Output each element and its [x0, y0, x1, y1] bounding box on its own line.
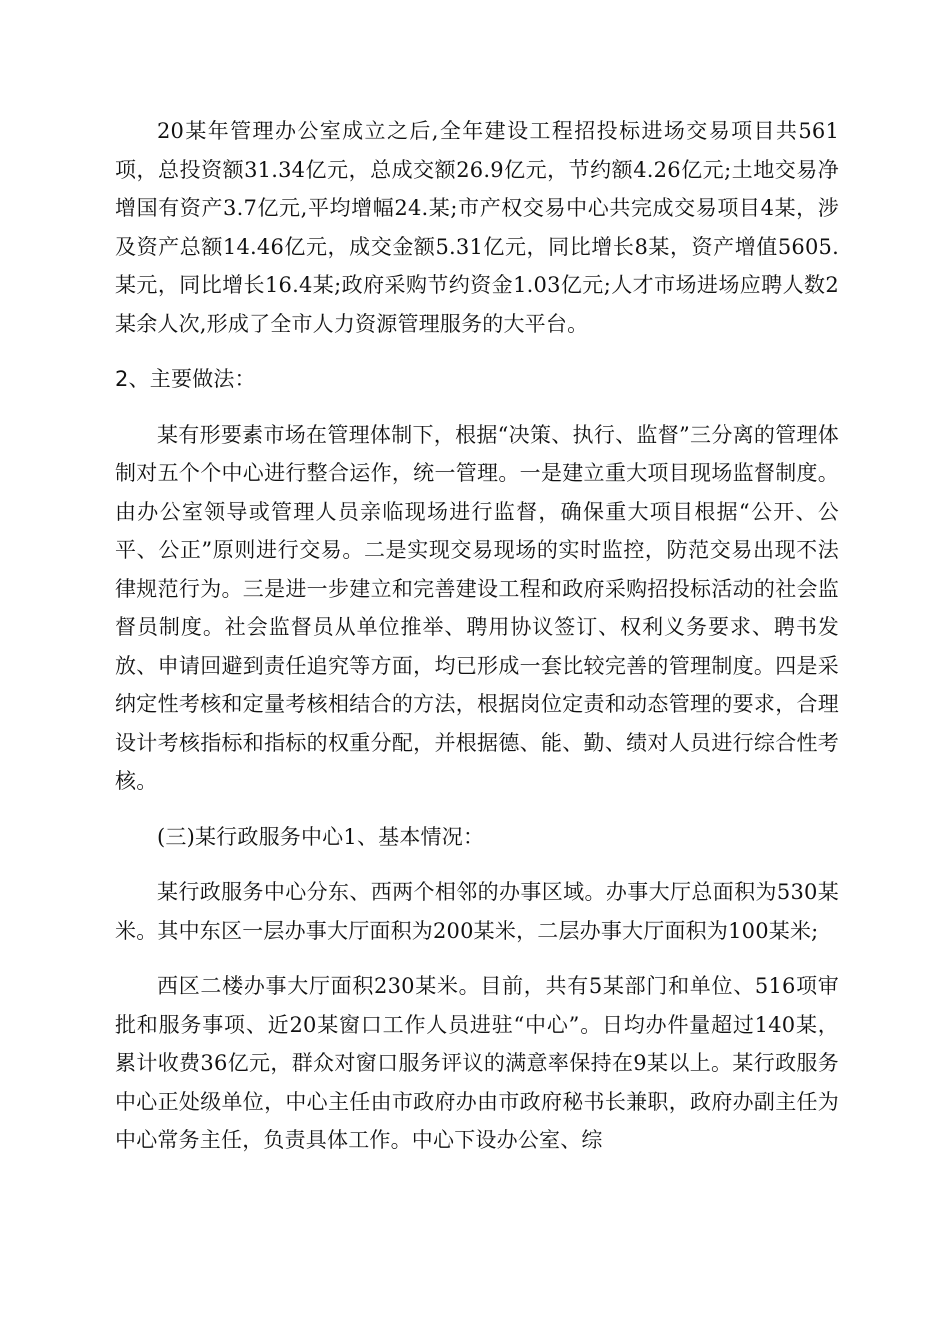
- paragraph-service-hall-area: 某行政服务中心分东、西两个相邻的办事区域。办事大厅总面积为530某米。其中东区一层办事大厅面积为200某米，二层办事大厅面积为100某米;: [115, 880, 839, 943]
- paragraph-trading-summary: 20某年管理办公室成立之后,全年建设工程招投标进场交易项目共561项，总投资额31.34亿元，总成交额26.9亿元，节约额4.26亿元;土地交易净增国有资产3.7亿元,平均增幅24.某;市产权交易中心共完成交易项目4某，涉及资产总额14.46亿元，成交金额5.31亿元，同比增长8某，资产增值5605.某元，同比增长16.4某;政府采购节约资金1.03亿元;人才市场进场应聘人数2某余人次,形成了全市人力资源管理服务的大平台。: [115, 119, 839, 336]
- paragraph-west-hall: 西区二楼办事大厅面积230某米。目前，共有5某部门和单位、516项审批和服务事项、近20某窗口工作人员进驻“中心”。日均办件量超过140某，累计收费36亿元，群众对窗口服务评议的满意率保持在9某以上。某行政服务中心正处级单位，中心主任由市政府办由市政府秘书长兼职，政府办副主任为中心常务主任，负责具体工作。中心下设办公室、综: [115, 974, 839, 1152]
- paragraph-management-system: 某有形要素市场在管理体制下，根据“决策、执行、监督”三分离的管理体制对五个个中心进行整合运作，统一管理。一是建立重大项目现场监督制度。由办公室领导或管理人员亲临现场进行监督，确保重大项目根据“公开、公平、公正”原则进行交易。二是实现交易现场的实时监控，防范交易出现不法律规范行为。三是进一步建立和完善建设工程和政府采购招投标活动的社会监督员制度。社会监督员从单位推举、聘用协议签订、权利义务要求、聘书发放、申请回避到责任追究等方面，均已形成一套比较完善的管理制度。四是采纳定性考核和定量考核相结合的方法，根据岗位定责和动态管理的要求，合理设计考核指标和指标的权重分配，并根据德、能、勤、绩对人员进行综合性考核。: [115, 422, 839, 793]
- document-page: [115, 112, 839, 1160]
- heading-admin-service-center: (三)某行政服务中心1、基本情况：: [157, 824, 485, 849]
- heading-main-practices: 2、主要做法：: [115, 367, 256, 391]
